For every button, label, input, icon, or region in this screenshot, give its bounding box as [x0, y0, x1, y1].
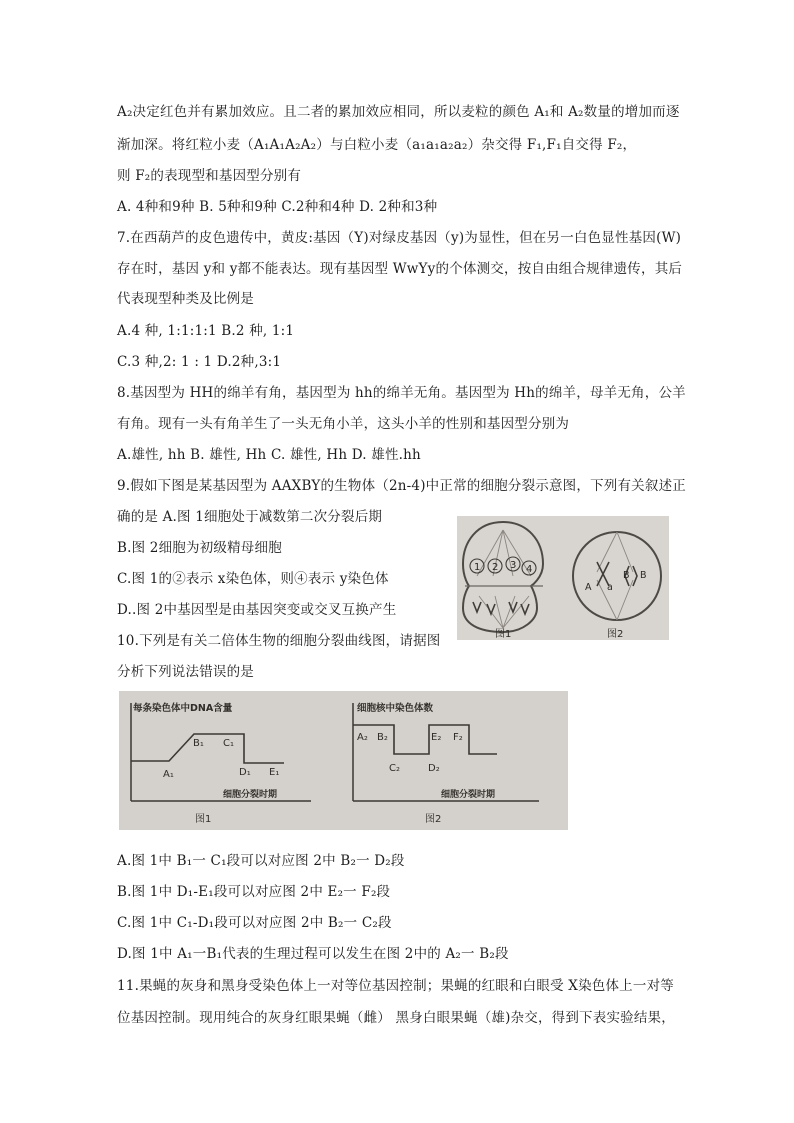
fig1-caption: 图1	[495, 629, 512, 640]
point-label: D₁	[239, 767, 251, 778]
cell-division-figure	[457, 516, 669, 640]
point-label: E₂	[431, 732, 442, 743]
question-7-options: C.3 种,2: 1 : 1 D.2种,3:1	[117, 354, 282, 370]
text-line: 渐加深。将红粒小麦（A₁A₁A₂A₂）与白粒小麦（a₁a₁a₂a₂）杂交得 F₁,F₁自交得 F₂，	[117, 137, 637, 153]
point-label: A₂	[357, 732, 368, 743]
question-9-option-d: D..图 2中基因型是由基因突变或交叉互换产生	[117, 602, 397, 618]
fig2-title: 细胞核中染色体数	[357, 703, 434, 714]
point-label: E₁	[269, 767, 280, 778]
question-10-stem: 10.下列是有关二倍体生物的细胞分裂曲线图，请据图	[117, 633, 441, 649]
text-line: 代表现型种类及比例是	[117, 291, 254, 307]
text-line: 则 F₂的表现型和基因型分别有	[117, 168, 302, 184]
question-8-stem: 8.基因型为 HH的绵羊有角，基因型为 hh的绵羊无角。基因型为 Hh的绵羊，母羊无角，公羊	[117, 385, 686, 401]
gene-label: A	[585, 582, 592, 593]
question-9-option-c: C.图 1的②表示 x染色体，则④表示 y染色体	[117, 571, 389, 587]
question-10-option-d: D.图 1中 A₁一B₁代表的生理过程可以发生在图 2中的 A₂一 B₂段	[117, 946, 509, 962]
text-line: 存在时，基因 y和 y都不能表达。现有基因型 WwYy的个体测交，按自由组合规律遗传，其后	[117, 261, 683, 277]
chromosome-number: 3	[510, 560, 517, 571]
question-7-options: A.4 种, 1:1:1:1 B.2 种, 1:1	[117, 323, 295, 339]
question-9-option-b: B.图 2细胞为初级精母细胞	[117, 540, 282, 556]
text-line: 确的是 A.图 1细胞处于减数第二次分裂后期	[117, 509, 383, 525]
fig1-x-label: 细胞分裂时期	[223, 790, 278, 800]
text-line: 分析下列说法错误的是	[117, 664, 254, 680]
gene-label: B	[640, 570, 647, 581]
point-label: F₂	[453, 732, 463, 743]
fig2-x-label: 细胞分裂时期	[441, 790, 496, 800]
division-curve-figure	[119, 691, 568, 830]
text-line: A₂决定红色并有累加效应。且二者的累加效应相同，所以麦粒的颜色 A₁和 A₂数量的增加而逐	[117, 104, 680, 120]
gene-label: a	[607, 582, 613, 593]
question-8-options: A.雄性, hh B. 雄性, Hh C. 雄性, Hh D. 雄性.hh	[117, 447, 421, 463]
point-label: B₂	[377, 732, 388, 743]
chromosome-number: 2	[492, 562, 499, 573]
chromosome-number: 4	[526, 564, 533, 575]
point-label: C₁	[223, 738, 234, 749]
text-line: 位基因控制。现用纯合的灰身红眼果蝇（雌） 黑身白眼果蝇（雄)杂交，得到下表实验结果，	[117, 1010, 675, 1026]
point-label: C₂	[389, 763, 400, 774]
curve-drawing	[119, 691, 568, 830]
point-label: D₂	[428, 763, 440, 774]
gene-label: B	[623, 570, 630, 581]
question-9-stem: 9.假如下图是某基因型为 AAXBY的生物体（2n-4)中正常的细胞分裂示意图，下列有关叙述正	[117, 478, 686, 494]
question-10-option-c: C.图 1中 C₁-D₁段可以对应图 2中 B₂一 C₂段	[117, 915, 392, 931]
fig2-caption: 图2	[425, 814, 442, 825]
question-7-stem: 7.在西葫芦的皮色遗传中，黄皮:基因（Y)对绿皮基因（y)为显性，但在另一白色显性基因(W)	[117, 230, 682, 246]
point-label: B₁	[193, 738, 204, 749]
text-line: 有角。现有一头有角羊生了一头无角小羊，这头小羊的性别和基因型分别为	[117, 416, 570, 432]
question-6-options: A. 4种和9种 B. 5种和9种 C.2种和4种 D. 2种和3种	[117, 199, 438, 215]
fig1-title: 每条染色体中DNA含量	[133, 703, 233, 714]
cell-division-drawing	[457, 516, 669, 640]
question-10-option-b: B.图 1中 D₁-E₁段可以对应图 2中 E₂一 F₂段	[117, 884, 391, 900]
question-11-stem: 11.果蝇的灰身和黑身受染色体上一对等位基因控制；果蝇的红眼和白眼受 X染色体上一对等	[117, 978, 674, 994]
fig2-caption: 图2	[607, 629, 624, 640]
chromosome-number: 1	[474, 562, 481, 573]
question-10-option-a: A.图 1中 B₁一 C₁段可以对应图 2中 B₂一 D₂段	[117, 853, 405, 869]
point-label: A₁	[163, 769, 174, 780]
fig1-caption: 图1	[195, 814, 212, 825]
